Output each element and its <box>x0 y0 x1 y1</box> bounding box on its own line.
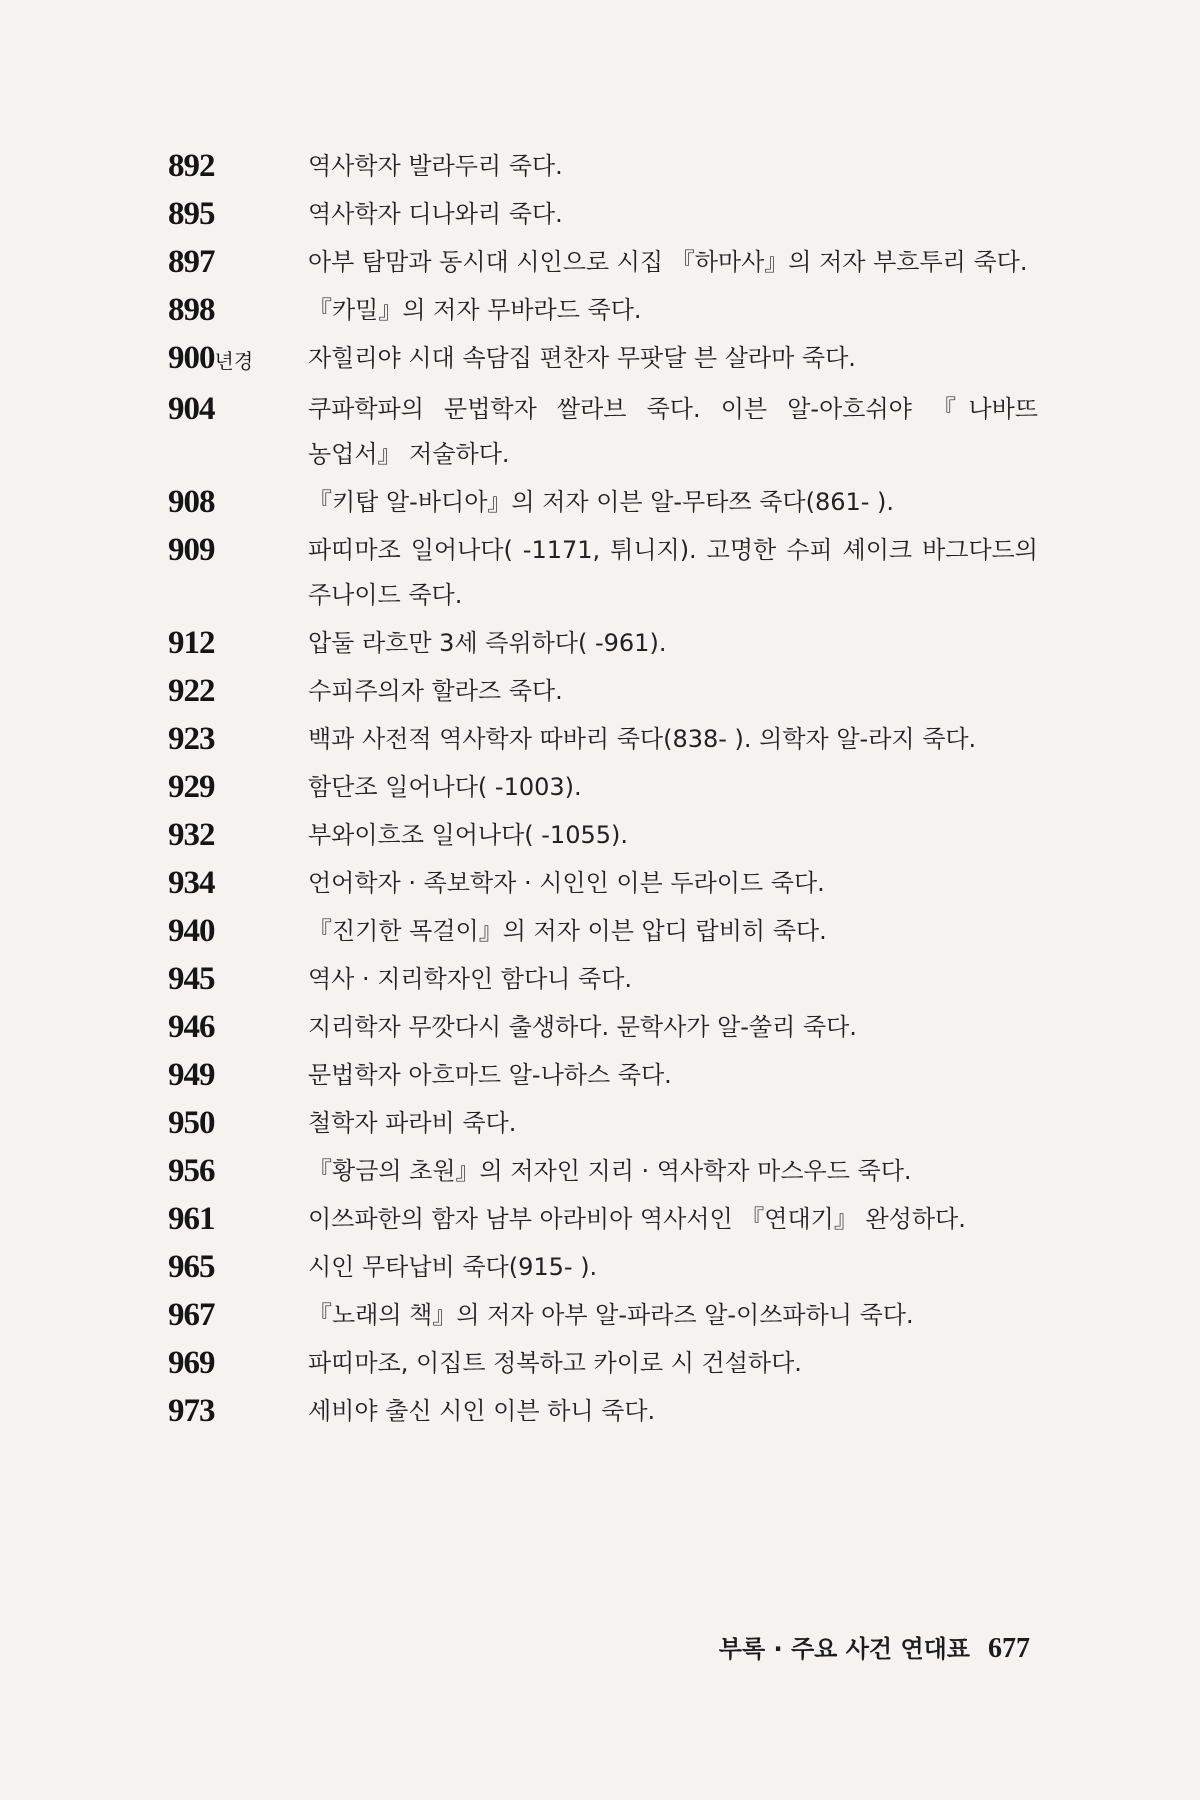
entry-year-number: 965 <box>168 1249 215 1285</box>
entry-year-number: 900 <box>168 340 215 376</box>
entry-description: 『노래의 책』의 저자 아부 알-파라즈 알-이쓰파하니 죽다. <box>308 1301 914 1329</box>
entry-description: 자힐리야 시대 속담집 편찬자 무팟달 븐 살라마 죽다. <box>308 344 856 372</box>
entry-year <box>168 387 308 432</box>
timeline-entry <box>168 1389 1038 1434</box>
entry-description: 문법학자 아흐마드 알-나하스 죽다. <box>308 1061 672 1089</box>
entry-description: 역사 · 지리학자인 함다니 죽다. <box>308 965 632 993</box>
entry-year-number: 961 <box>168 1201 215 1237</box>
entry-description: 파띠마조, 이집트 정복하고 카이로 시 건설하다. <box>308 1349 802 1377</box>
timeline-entry <box>168 240 1038 285</box>
entry-year <box>168 765 308 810</box>
entry-description: 백과 사전적 역사학자 따바리 죽다(838- ). 의학자 알-라지 죽다. <box>308 725 977 753</box>
timeline-entry <box>168 336 1038 384</box>
entry-year-number: 950 <box>168 1105 215 1141</box>
running-footer-title: 부록 · 주요 사건 연대표 <box>718 1635 970 1663</box>
timeline-entry <box>168 288 1038 333</box>
entry-description: 『진기한 목걸이』의 저자 이븐 압디 랍비히 죽다. <box>308 917 827 945</box>
entry-year <box>168 480 308 525</box>
timeline-entry <box>168 192 1038 237</box>
timeline-entry <box>168 480 1038 525</box>
timeline-list <box>168 144 1038 1437</box>
entry-year-number: 945 <box>168 961 215 997</box>
entry-year <box>168 192 308 237</box>
entry-year <box>168 240 308 285</box>
entry-description: 압둘 라흐만 3세 즉위하다( -961). <box>308 629 667 657</box>
entry-year-number: 973 <box>168 1393 215 1429</box>
timeline-entry <box>168 861 1038 906</box>
entry-description: 시인 무타납비 죽다(915- ). <box>308 1253 598 1281</box>
entry-year-number: 904 <box>168 391 215 427</box>
entry-description: 『키탑 알-바디아』의 저자 이븐 알-무타쯔 죽다(861- ). <box>308 488 895 516</box>
entry-year-number: 932 <box>168 817 215 853</box>
entry-year <box>168 1293 308 1338</box>
entry-description: 수피주의자 할라즈 죽다. <box>308 677 563 705</box>
entry-year-number: 956 <box>168 1153 215 1189</box>
entry-year-number: 923 <box>168 721 215 757</box>
entry-year <box>168 1197 308 1242</box>
entry-year-number: 949 <box>168 1057 215 1093</box>
timeline-entry <box>168 765 1038 810</box>
entry-year-number: 929 <box>168 769 215 805</box>
entry-year <box>168 144 308 189</box>
entry-year <box>168 1101 308 1146</box>
timeline-entry <box>168 909 1038 954</box>
entry-description: 부와이흐조 일어나다( -1055). <box>308 821 629 849</box>
entry-description: 『카밀』의 저자 무바라드 죽다. <box>308 296 642 324</box>
entry-year <box>168 1389 308 1434</box>
entry-year <box>168 957 308 1002</box>
page-number: 677 <box>988 1633 1030 1664</box>
entry-year <box>168 717 308 762</box>
entry-year <box>168 1245 308 1290</box>
entry-year-number: 908 <box>168 484 215 520</box>
entry-year-number: 909 <box>168 532 215 568</box>
entry-year-number: 967 <box>168 1297 215 1333</box>
timeline-entry <box>168 1293 1038 1338</box>
timeline-entry <box>168 1149 1038 1194</box>
entry-year-number: 940 <box>168 913 215 949</box>
entry-description: 『황금의 초원』의 저자인 지리 · 역사학자 마스우드 죽다. <box>308 1157 912 1185</box>
entry-year <box>168 288 308 333</box>
entry-year-number: 934 <box>168 865 215 901</box>
timeline-entry <box>168 1341 1038 1386</box>
entry-year <box>168 621 308 666</box>
timeline-entry <box>168 813 1038 858</box>
entry-description: 쿠파학파의 문법학자 쌀라브 죽다. 이븐 알-아흐쉬야 『나바뜨 농업서』 저술하다. <box>308 395 1038 468</box>
entry-year <box>168 1053 308 1098</box>
entry-year-number: 897 <box>168 244 215 280</box>
entry-description: 파띠마조 일어나다( -1171, 튀니지). 고명한 수피 셰이크 바그다드의 주나이드 죽다. <box>308 536 1038 609</box>
entry-year-number: 946 <box>168 1009 215 1045</box>
timeline-entry <box>168 1101 1038 1146</box>
entry-year-suffix: 년경 <box>214 349 254 373</box>
timeline-entry <box>168 1053 1038 1098</box>
entry-year-number: 895 <box>168 196 215 232</box>
entry-year <box>168 669 308 714</box>
entry-description: 역사학자 디나와리 죽다. <box>308 200 563 228</box>
entry-description: 아부 탐맘과 동시대 시인으로 시집 『하마사』의 저자 부흐투리 죽다. <box>308 248 1028 276</box>
page-footer <box>719 1629 1030 1665</box>
entry-description: 함단조 일어나다( -1003). <box>308 773 582 801</box>
entry-year <box>168 1149 308 1194</box>
entry-year-number: 912 <box>168 625 215 661</box>
entry-year <box>168 1341 308 1386</box>
entry-year <box>168 813 308 858</box>
entry-year-number: 892 <box>168 148 215 184</box>
entry-year <box>168 861 308 906</box>
timeline-entry <box>168 528 1038 618</box>
timeline-entry <box>168 144 1038 189</box>
entry-description: 세비야 출신 시인 이븐 하니 죽다. <box>308 1397 656 1425</box>
timeline-entry <box>168 387 1038 477</box>
timeline-entry <box>168 957 1038 1002</box>
entry-description: 철학자 파라비 죽다. <box>308 1109 517 1137</box>
entry-description: 이쓰파한의 함자 남부 아라비아 역사서인 『연대기』 완성하다. <box>308 1205 966 1233</box>
timeline-entry <box>168 669 1038 714</box>
entry-year <box>168 528 308 573</box>
entry-year <box>168 1005 308 1050</box>
entry-year <box>168 336 308 384</box>
entry-year <box>168 909 308 954</box>
timeline-entry <box>168 1197 1038 1242</box>
entry-description: 역사학자 발라두리 죽다. <box>308 152 563 180</box>
entry-year-number: 969 <box>168 1345 215 1381</box>
entry-description: 지리학자 무깟다시 출생하다. 문학사가 알-쑬리 죽다. <box>308 1013 857 1041</box>
timeline-entry <box>168 717 1038 762</box>
timeline-entry <box>168 621 1038 666</box>
entry-year-number: 922 <box>168 673 215 709</box>
timeline-entry <box>168 1245 1038 1290</box>
timeline-entry <box>168 1005 1038 1050</box>
entry-year-number: 898 <box>168 292 215 328</box>
entry-description: 언어학자 · 족보학자 · 시인인 이븐 두라이드 죽다. <box>308 869 825 897</box>
